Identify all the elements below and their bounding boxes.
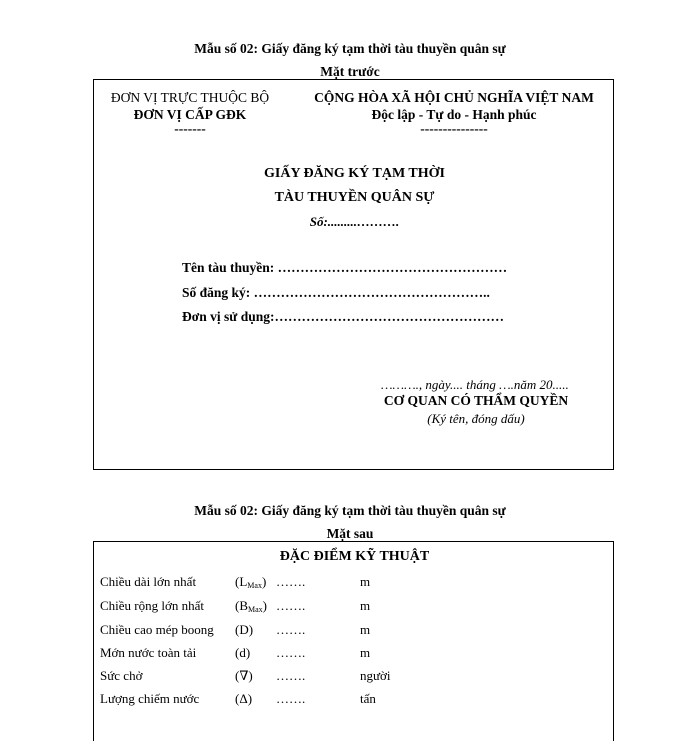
spec-name: Mớn nước toàn tải <box>100 645 197 660</box>
republic-line: CỘNG HÒA XÃ HỘI CHỦ NGHĨA VIỆT NAM <box>314 90 594 105</box>
spec-value-dots: ……. <box>276 645 306 660</box>
back-side-label: Mặt sau <box>326 526 374 541</box>
front-side-label: Mặt trước <box>320 64 380 79</box>
spec-value-dots: ……. <box>276 574 306 589</box>
agency-line: ĐƠN VỊ TRỰC THUỘC BỘ <box>110 90 270 105</box>
technical-specs-heading: ĐẶC ĐIỂM KỸ THUẬT <box>279 549 430 564</box>
right-header <box>299 89 609 135</box>
left-header <box>100 89 280 135</box>
signature-note: (Ký tên, đóng dấu) <box>427 411 525 426</box>
spec-symbol: (d) <box>235 645 251 660</box>
registration-number-field: Số đăng ký: …………………………………………….. <box>182 285 490 300</box>
spec-symbol: $(L_{Max})$ <box>235 574 267 590</box>
front-form-caption: Mẫu số 02: Giấy đăng ký tạm thời tàu thuyền quân sự <box>194 41 506 56</box>
authority-label: CƠ QUAN CÓ THẨM QUYỀN <box>383 393 569 408</box>
certificate-number: Số:.........………. <box>309 214 400 229</box>
issue-date-line: ………., ngày.... tháng ….năm 20..... <box>381 377 569 392</box>
spec-name: Chiều cao mép boong <box>100 622 214 637</box>
spec-name: Chiều dài lớn nhất <box>100 574 197 589</box>
spec-name: Lượng chiếm nước <box>100 691 200 706</box>
operating-unit-field: Đơn vị sử dụng:…………………………………………… <box>182 309 504 324</box>
spec-unit: tấn <box>360 691 376 706</box>
spec-unit: người <box>360 668 391 683</box>
vessel-name-field: Tên tàu thuyền: …………………………………………… <box>182 260 508 275</box>
spec-unit: m <box>360 622 371 637</box>
spec-symbol: (Δ) <box>235 691 253 706</box>
spec-value-dots: ……. <box>276 691 306 706</box>
spec-unit: m <box>360 574 371 589</box>
left-header-rule: ------- <box>174 121 206 136</box>
spec-name: Sức chở <box>100 668 143 683</box>
spec-symbol: $(B_{Max})$ <box>235 598 268 614</box>
spec-unit: m <box>360 645 371 660</box>
spec-value-dots: ……. <box>276 622 306 637</box>
motto-line: Độc lập - Tự do - Hạnh phúc <box>371 107 537 122</box>
right-header-rule: --------------- <box>420 121 488 136</box>
issuer-line: ĐƠN VỊ CẤP GĐK <box>133 107 247 122</box>
spec-unit: m <box>360 598 371 613</box>
front-certificate-frame <box>93 79 614 470</box>
back-form-caption: Mẫu số 02: Giấy đăng ký tạm thời tàu thuyền quân sự <box>194 503 506 518</box>
spec-value-dots: ……. <box>276 668 306 683</box>
certificate-subtitle: TÀU THUYỀN QUÂN SỰ <box>274 190 435 205</box>
certificate-title: GIẤY ĐĂNG KÝ TẠM THỜI <box>264 166 445 181</box>
spec-symbol: (D) <box>235 622 254 637</box>
spec-name: Chiều rộng lớn nhất <box>100 598 204 613</box>
spec-symbol: (∇) <box>235 668 253 683</box>
spec-value-dots: ……. <box>276 598 306 613</box>
back-certificate-frame <box>93 541 614 741</box>
